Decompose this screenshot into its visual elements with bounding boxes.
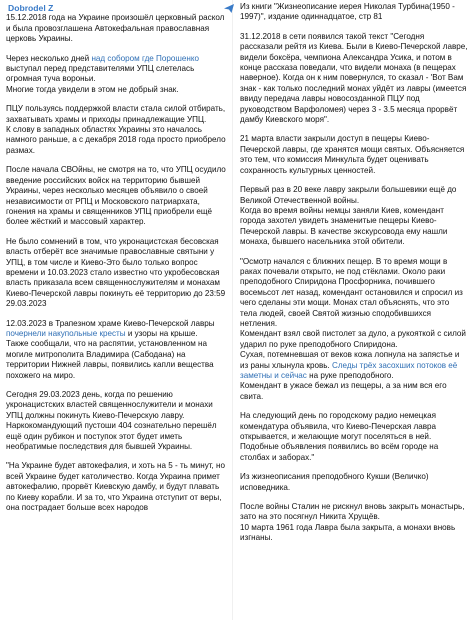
post-paragraph: 31.12.2018 в сети появился такой текст "Сегодня рассказали рейтя из Киева. Были в Киево-Печерской лавре, видели боксёра, чемпиона Александра Усика, и потом в конце рассказа поведали, что видели монаха (в пещерах наверное). Когда он к ним повернулся, то сказал - 'Вот Вам знак - как только последний монах уйдёт из лавры (имеется ввиду передача лавры новосозданной ПЦУ под руководством Варфоломея) через 3 - 3.5 месяца прорвёт дамбу Киевского моря". xyxy=(240,31,468,125)
left-post xyxy=(2,0,230,522)
text-link[interactable]: над собором где Порошенко xyxy=(91,53,199,63)
post-paragraph: 21 марта власти закрыли доступ в пещеры Киево-Печерской лавры, где хранятся мощи святых. Объясняется это тем, что комиссия Минкульта будет оценивать сохранность культурных ценностей. xyxy=(240,134,465,175)
text-link[interactable]: Следы трёх засохших потоков её заметны и сейчас xyxy=(240,360,458,380)
text-link[interactable]: почернели накупольные кресты xyxy=(6,328,126,338)
text: и узоры на крыше. Также сообщали, что на распятии, установленном на могиле митрополита Владимира (Сабодана) на территории Нижней лавры, появились капли вещества похожего на миро. xyxy=(6,328,214,380)
post-paragraph: Сегодня 29.03.2023 день, когда по решению укронацистских властей священнослужители и монахи УПЦ должны покинуть Киево-Печерскую лавру. Наркокомандующий пустоши 404 сознательно перешёл ещё один рубикон и поступок этот будет иметь необратимые последствия для бывшей Украины. xyxy=(6,390,217,452)
post-paragraph: После начала СВОйны, не смотря на то, что УПЦ осудило введение российских войск на территорию бывшей Украины, через несколько месяцев объявило о своей независимости от РПЦ и Московского патриархата, гонения на храмы и священников УПЦ приобрели ещё более жёсткий и массовый характер. xyxy=(6,165,226,227)
post-paragraph xyxy=(6,319,230,381)
post-paragraph xyxy=(240,257,468,403)
text: выступал перед представителями УПЦ слетелась огромная туча вороньи. Многие тогда увидели в этом не добрый знак. xyxy=(6,64,195,94)
channel-name[interactable]: Dobrodel Z xyxy=(8,3,54,13)
post-paragraph: Из книги "Жизнеописание иерея Николая Турбина(1950 - 1997)", издание одиннадцатое, стр 81 xyxy=(240,2,455,22)
post-paragraph: Не было сомнений в том, что укронацистская бесовская власть отберёт все значимые православные святыни у УПЦ, в том числе и Киево-Это было только вопрос времени и 10.03.2023 стало известно что укробесовская власть приказала всем священнослужителям и монахам Киево-Печерской лавры покинуть её территорию до 23:59 29.03.2023 xyxy=(6,236,226,309)
post-paragraph: На следующий день по городскому радио немецкая комендатура объявила, что Киево-Печерская лавра открывается, и желающие могут поселяться в ней. Подобные объявления появились во всём городе на столбах и заборах." xyxy=(240,411,439,462)
post-paragraph: "На Украине будет автокефалия, и хоть на 5 - ть минут, но всей Украине будет католичество. Когда Украина примет автокефалию, прорвёт Киевскую дамбу, и будут плавать по Киеву корабли. И за то, что Украина отступит от веры, она пострадает больше всех народов xyxy=(6,461,226,513)
share-icon[interactable] xyxy=(224,4,234,13)
post-paragraph: После войны Сталин не рискнул вновь закрыть монастырь, зато на это посягнул Никита Хрущёв. 10 марта 1961 года Лавра была закрыта, а монахи вновь изгнаны. xyxy=(240,502,465,543)
text: на руке преподобного. Комендант в ужасе бежал из пещеры, а за ним вся его свита. xyxy=(240,371,447,401)
text: "Осмотр начался с ближних пещер. В то время мощи в раках почевали открыто, не под стёклами. Около раки преподобного Спиридона Просфорника, почившего восемьсот лет назад, комендант остановился и спросил из чего сделаны эти мощи. Монах стал объяснять, что это тела людей, своей Святой жизнью сподобившихся нетления. Комендант взял свой пистолет за дуло, а рукояткой с силой ударил по руке преподобного Спиридона. Сухая, потемневшая от веков кожа лопнула на запястье и из раны хлынула кровь. xyxy=(240,256,466,370)
post-paragraph: Из жизнеописания преподобного Кукши (Величко) исповедника. xyxy=(240,472,429,492)
post-paragraph xyxy=(6,54,230,96)
post-paragraph: ПЦУ пользуясь поддержкой власти стала силой отбирать, захватывать храмы и приходы принадлежащие УПЦ. К слову в западных областях Украины это началось намного раньше, а с декабря 2018 года просто приобрело размах. xyxy=(6,104,226,155)
text: 12.03.2023 в Трапезном храме Киево-Печерской лавры xyxy=(6,318,215,328)
text: Через несколько дней xyxy=(6,53,92,63)
post-paragraph: 15.12.2018 года на Украине произошёл церковный раскол и была провозглашена Автокефальная православная церковь Украины. xyxy=(6,13,225,44)
post-paragraph: Первый раз в 20 веке лавру закрыли большевики ещё до Великой Отечественной войны. Когда во время войны немцы заняли Киев, комендант города захотел увидеть знаменитые пещеры Киево-Печерской лавры. В качестве экскурсовода ему нашли монаха, бывшего насельника этой обители. xyxy=(240,185,457,247)
column-divider xyxy=(232,0,233,620)
right-post xyxy=(236,0,468,553)
